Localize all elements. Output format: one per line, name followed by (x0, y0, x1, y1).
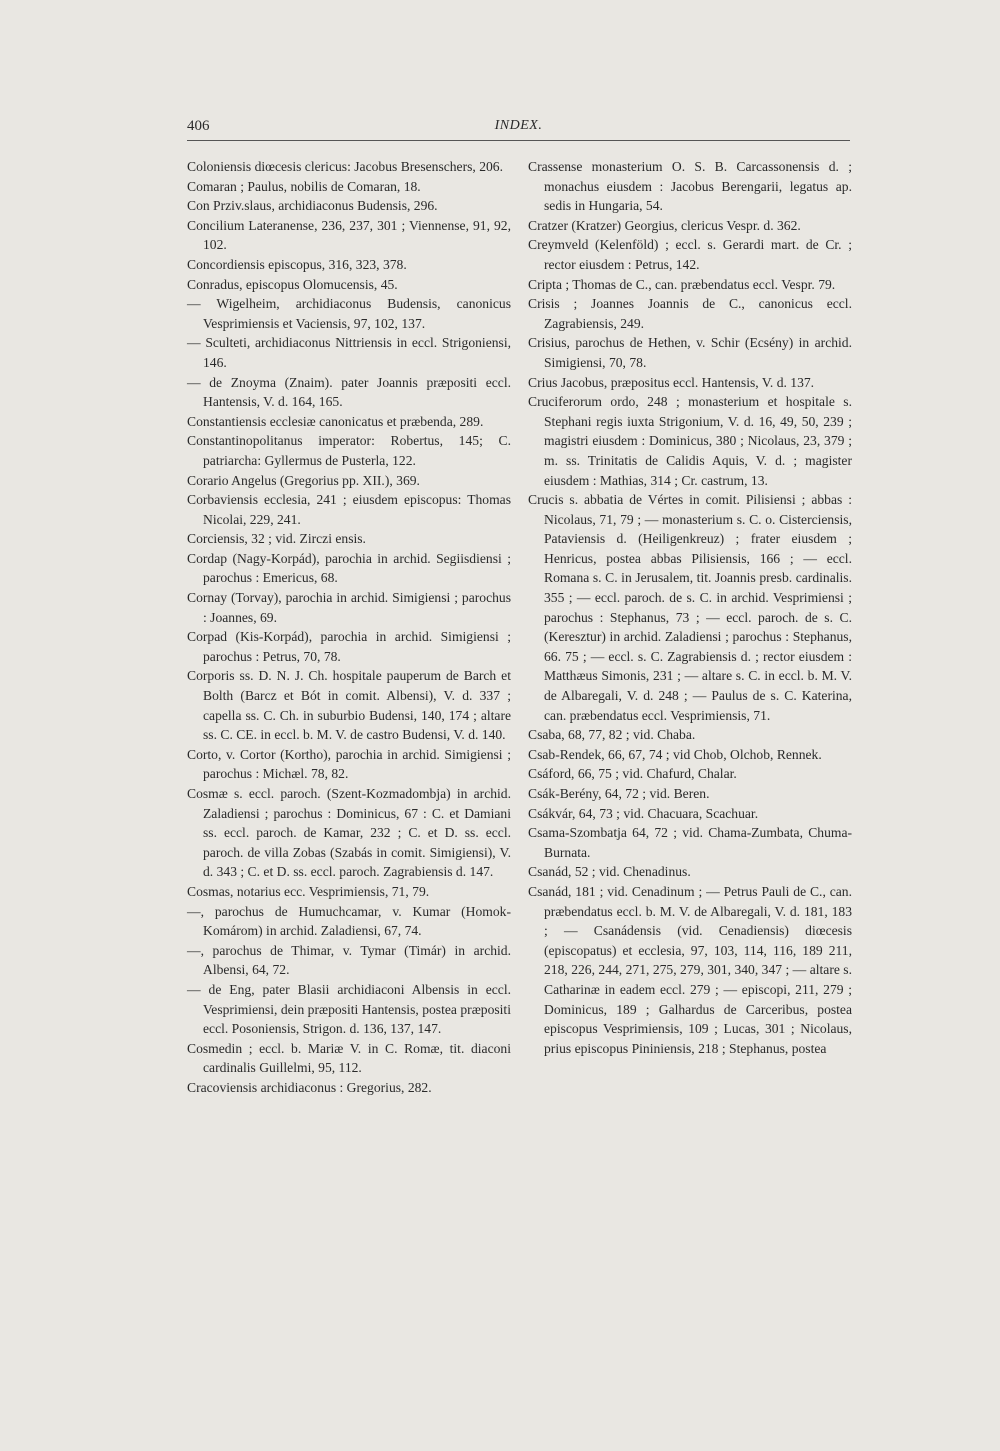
index-entry: Cruciferorum ordo, 248 ; monasterium et hospitale s. Stephani regis iuxta Strigonium, V. d. 16, 49, 50, 239 ; magistri eiusdem : Dominicus, 380 ; Nicolaus, 23, 379 ; m. ss. Trinitatis de Calidis Aquis, V. d. ; magister eiusdem : Mathias, 314 ; Cr. castrum, 13. (528, 394, 852, 488)
index-entry: Crisis ; Joannes Joannis de C., canonicus eccl. Zagrabiensis, 249. (528, 296, 852, 331)
index-entry: Csab-Rendek, 66, 67, 74 ; vid Chob, Olchob, Rennek. (528, 746, 822, 762)
index-entry: Corto, v. Cortor (Kortho), parochia in archid. Simigiensi ; parochus : Michæl. 78, 82. (187, 746, 511, 782)
index-entry: Csáford, 66, 75 ; vid. Chafurd, Chalar. (528, 766, 737, 782)
index-entry: Cosmæ s. eccl. paroch. (Szent-Kozmadombja) in archid. Zaladiensi ; parochus : Dominicus, 67 : C. et Damiani ss. eccl. paroch. de Kamar, 232 ; C. et D. ss. eccl. paroch. de villa Zobas (Szabás in comit. Simigiensi), V. d. 343 ; C. et D. ss. eccl. paroch. Zagrabiensis d. 147. (187, 786, 511, 880)
page-number: 406 (187, 118, 210, 134)
index-entry: —, parochus de Humuchcamar, v. Kumar (Homok-Komárom) in archid. Zaladiensi, 67, 74. (187, 903, 511, 939)
index-entry: Con Prziv.slaus, archidiaconus Budensis, 296. (187, 198, 438, 214)
running-title: INDEX. (494, 118, 543, 133)
index-entry: Concordiensis episcopus, 316, 323, 378. (187, 256, 407, 272)
index-entry: Cripta ; Thomas de C., can. præbendatus eccl. Vespr. 79. (528, 276, 836, 292)
index-entry: Comaran ; Paulus, nobilis de Comaran, 18. (187, 178, 421, 194)
index-entry: Corario Angelus (Gregorius pp. XII.), 369. (187, 472, 420, 488)
index-entry: Corpad (Kis-Korpád), parochia in archid. Simigiensi ; parochus : Petrus, 70, 78. (187, 629, 511, 664)
index-entry: Corporis ss. D. N. J. Ch. hospitale pauperum de Barch et Bolth (Barcz et Bót in comit. Albensi), V. d. 337 ; capella ss. C. Ch. in suburbio Budensi, 140, 174 ; altare ss. C. CE. in eccl. b. M. V. de castro Budensi, V. d. 140. (187, 668, 511, 743)
index-entry: Crucis s. abbatia de Vértes in comit. Pilisiensi ; abbas : Nicolaus, 71, 79 ; — monasterium s. C. o. Cisterciensis, Pataviensis d. (Heiligenkreuz) ; frater eiusdem ; Henricus, postea abbas Pilisiensis, 166 ; — eccl. Romana s. C. in Jerusalem, tit. Joannis presb. cardinalis. 355 ; — eccl. paroch. de s. C. in archid. Vesprimiensi ; parochus : Stephanus, 73 ; — eccl. paroch. de s. C. (Keresztur) in archid. Zaladiensi ; parochus : Stephanus, 66. 75 ; — eccl. s. C. Zagrabiensis d. ; rector eiusdem : Matthæus Simonis, 231 ; — altare s. C. in eccl. b. M. V. de Albaregali, V. d. 248 ; — Paulus de s. C. Katerina, can. præbendatus eccl. Vesprimiensis, 71. (528, 492, 852, 723)
index-entry: Csanád, 52 ; vid. Chenadinus. (528, 864, 691, 880)
page-header (187, 116, 850, 141)
index-entry: — de Znoyma (Znaim). pater Joannis præpositi eccl. Hantensis, V. d. 164, 165. (187, 374, 511, 410)
index-column-right (528, 157, 852, 1058)
index-entry: Csama-Szombatja 64, 72 ; vid. Chama-Zumbata, Chuma-Burnata. (528, 825, 852, 860)
index-entry: —, parochus de Thimar, v. Tymar (Timár) in archid. Albensi, 64, 72. (187, 942, 511, 978)
index-entry: Creymveld (Kelenföld) ; eccl. s. Gerardi mart. de Cr. ; rector eiusdem : Petrus, 142. (528, 237, 852, 272)
index-entry: Csanád, 181 ; vid. Cenadinum ; — Petrus Pauli de C., can. præbendatus eccl. b. M. V. de Albaregali, V. d. 181, 183 ; — Csanádensis (vid. Cenadiensis) diœcesis (episcopatus) et ecclesia, 97, 103, 114, 116, 189 211, 218, 226, 244, 271, 275, 279, 301, 340, 347 ; — altare s. Catharinæ in eadem eccl. 279 ; — episcopi, 211, 279 ; Dominicus, 189 ; Galhardus de Carceribus, postea episcopus Vesprimiensis, 109 ; Lucas, 301 ; Nicolaus, prius episcopus Pininiensis, 218 ; Stephanus, postea (528, 883, 852, 1056)
index-entry: Cosmedin ; eccl. b. Mariæ V. in C. Romæ, tit. diaconi cardinalis Guillelmi, 95, 112. (187, 1040, 511, 1076)
index-entry: — Sculteti, archidiaconus Nittriensis in eccl. Strigoniensi, 146. (187, 335, 511, 370)
index-entry: Concilium Lateranense, 236, 237, 301 ; Viennense, 91, 92, 102. (187, 217, 511, 253)
index-column-left (187, 157, 511, 1098)
index-entry: Crisius, parochus de Hethen, v. Schir (Ecsény) in archid. Simigiensi, 70, 78. (528, 335, 852, 370)
index-entry: Csákvár, 64, 73 ; vid. Chacuara, Scachuar. (528, 805, 759, 821)
index-entry: Crius Jacobus, præpositus eccl. Hantensis, V. d. 137. (528, 374, 815, 390)
index-entry: Cracoviensis archidiaconus : Gregorius, 282. (187, 1079, 432, 1095)
index-entry: Constantiensis ecclesiæ canonicatus et præbenda, 289. (187, 413, 484, 429)
index-entry: Cornay (Torvay), parochia in archid. Simigiensi ; parochus : Joannes, 69. (187, 590, 511, 625)
index-entry: Conradus, episcopus Olomucensis, 45. (187, 276, 398, 292)
index-entry: Constantinopolitanus imperator: Robertus, 145; C. patriarcha: Gyllermus de Pusterla, 122. (187, 433, 511, 468)
index-entry: Csák-Berény, 64, 72 ; vid. Beren. (528, 786, 710, 801)
index-entry: Cratzer (Kratzer) Georgius, clericus Vespr. d. 362. (528, 217, 801, 233)
index-entry: — Wigelheim, archidiaconus Budensis, canonicus Vesprimiensis et Vaciensis, 97, 102, 137. (187, 296, 511, 331)
index-entry: — de Eng, pater Blasii archidiaconi Albensis in eccl. Vesprimiensi, dein præpositi Hantensis, postea præpositi eccl. Posoniensis, Strigon. d. 136, 137, 147. (187, 981, 511, 1037)
index-entry: Corciensis, 32 ; vid. Zirczi ensis. (187, 531, 366, 547)
index-entry: Crassense monasterium O. S. B. Carcassonensis d. ; monachus eiusdem : Jacobus Berengarii, legatus ap. sedis in Hungaria, 54. (528, 159, 852, 214)
index-entry: Coloniensis diœcesis clericus: Jacobus Bresenschers, 206. (187, 159, 503, 174)
index-entry: Cordap (Nagy-Korpád), parochia in archid. Segiisdiensi ; parochus : Emericus, 68. (187, 550, 511, 586)
index-entry: Corbaviensis ecclesia, 241 ; eiusdem episcopus: Thomas Nicolai, 229, 241. (187, 492, 511, 527)
index-entry: Csaba, 68, 77, 82 ; vid. Chaba. (528, 727, 696, 743)
index-entry: Cosmas, notarius ecc. Vesprimiensis, 71, 79. (187, 883, 430, 899)
